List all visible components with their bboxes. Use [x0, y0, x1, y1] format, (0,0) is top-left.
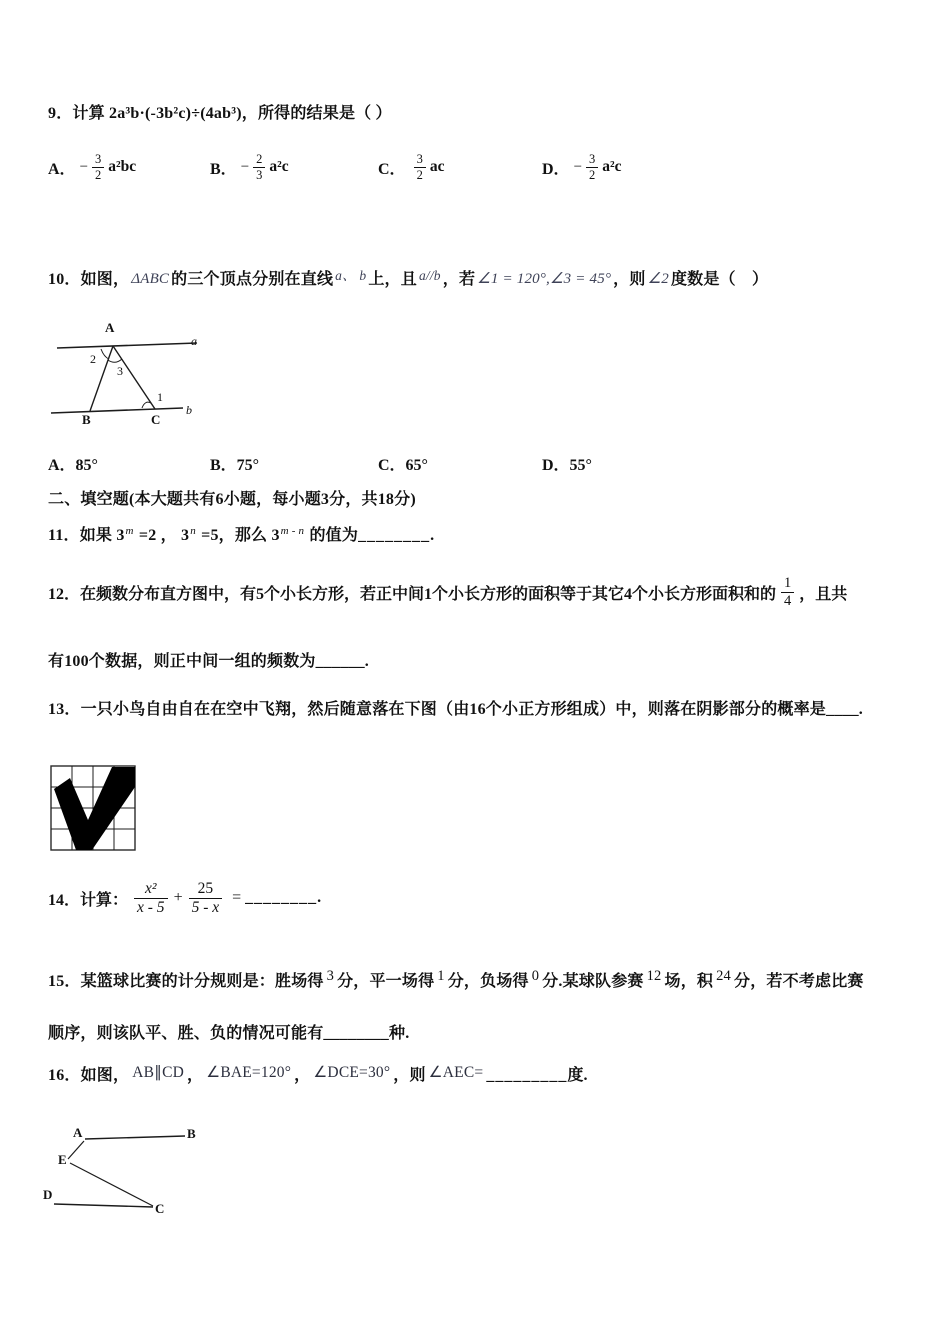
math-angle-2: ∠2 — [647, 271, 669, 287]
score-1: 1 — [437, 968, 445, 984]
fraction-numerator: 2 — [256, 152, 263, 167]
answer-blank: ________ — [245, 889, 318, 906]
stem-text: ，则 — [613, 271, 646, 288]
stem-text: 度数是（ ） — [670, 271, 769, 288]
question-9-stem: 9．计算 2a³b·(-3b²c)÷(4ab³)，所得的结果是（ ） — [48, 105, 392, 122]
question-10-options — [48, 452, 908, 476]
fraction-denominator: 2 — [414, 167, 426, 182]
question-10-figure — [45, 318, 260, 433]
math-angles: ∠1 = 120°,∠3 = 45° — [477, 271, 612, 287]
math-angle-dce: ∠DCE=30° — [313, 1064, 391, 1081]
question-13-figure — [50, 765, 136, 851]
fraction-sign: − — [79, 158, 89, 175]
q9-option-d — [542, 142, 622, 192]
question-15-line-2: 顺序，则该队平、胜、负的情况可能有________种. — [48, 1025, 410, 1042]
fraction-denominator: 5 - x — [189, 898, 223, 917]
exponent-m: m — [125, 524, 134, 537]
question-13: 13．一只小鸟自由自在在空中飞翔，然后随意落在下图（由16个小正方形组成）中，则落在阴影部分的概率是____. — [48, 701, 864, 718]
q10-option-a: A．85° — [48, 457, 98, 474]
option-term: a²bc — [108, 158, 137, 175]
option-term: a²c — [602, 158, 622, 175]
fraction-denominator: 4 — [781, 592, 794, 610]
vertex-a-label: A — [105, 320, 115, 335]
fraction-numerator: 3 — [416, 152, 423, 167]
stem-text: ，则 — [393, 1067, 426, 1084]
question-12-line-2: 有100个数据，则正中间一组的频数为______. — [48, 653, 370, 670]
q10-option-b: B．75° — [210, 457, 260, 474]
stem-text: =5，那么 3 — [196, 527, 280, 544]
stem-text: 10．如图， — [48, 271, 130, 288]
math-triangle-abc: ΔABC — [131, 271, 170, 287]
q9-option-c — [378, 142, 444, 192]
fraction-x2-over-x-minus-5 — [134, 880, 168, 917]
exponent-n: n — [190, 524, 196, 537]
angle-2-arc — [101, 349, 109, 359]
question-12-line-1 — [48, 566, 847, 618]
fraction-one-quarter — [781, 575, 794, 609]
fraction — [414, 152, 426, 182]
segment-ab — [85, 1136, 185, 1139]
equals-sign: = — [232, 889, 242, 906]
fraction-sign: − — [573, 158, 583, 175]
fraction-25-over-5-minus-x — [189, 880, 223, 917]
fraction — [253, 152, 265, 182]
vertex-c-label: C — [151, 412, 161, 427]
option-term: ac — [429, 158, 445, 175]
points-24: 24 — [716, 968, 732, 984]
option-letter: C． — [378, 160, 406, 178]
stem-text: 上，且 — [368, 271, 417, 288]
stem-text: 16．如图， — [48, 1067, 130, 1084]
question-11 — [48, 522, 435, 545]
stem-text: ， — [294, 1067, 311, 1084]
stem-text: 15．某篮球比赛的计分规则是：胜场得 — [48, 973, 324, 990]
score-3: 3 — [326, 968, 335, 984]
stem-text: 分.某球队参赛 — [542, 973, 644, 990]
q9-option-a — [48, 142, 136, 192]
option-letter: B． — [210, 160, 237, 178]
fraction-numerator: 25 — [197, 879, 214, 897]
fraction-numerator: x² — [145, 879, 157, 897]
point-c-label: C — [155, 1201, 165, 1216]
fraction — [586, 152, 598, 182]
vertex-b-label: B — [82, 412, 91, 427]
fraction-denominator: 3 — [253, 167, 265, 182]
q10-option-d: D．55° — [542, 457, 592, 474]
fraction-denominator: 2 — [586, 167, 598, 182]
fraction — [92, 152, 104, 182]
score-0: 0 — [531, 968, 540, 984]
fraction-denominator: x - 5 — [134, 898, 168, 917]
angle-1-arc — [142, 402, 151, 408]
question-15-line-1 — [48, 968, 864, 991]
fraction-numerator: 1 — [784, 574, 792, 591]
math-angle-bae: ∠BAE=120° — [206, 1064, 292, 1081]
stem-text: . — [317, 889, 322, 906]
line-b-label: b — [186, 403, 192, 417]
q10-option-c: C．65° — [378, 457, 428, 474]
fraction-numerator: 3 — [589, 152, 596, 167]
stem-text: 度. — [567, 1067, 588, 1084]
math-parallel: a//b — [418, 268, 441, 283]
plus-operator: + — [173, 889, 183, 906]
segment-dc — [54, 1204, 153, 1207]
stem-text: ， — [187, 1067, 204, 1084]
angle-3-label: 3 — [117, 364, 123, 378]
segment-ae — [68, 1141, 84, 1159]
stem-text: 分，负场得 — [447, 973, 529, 990]
fraction-denominator: 2 — [92, 167, 104, 182]
line-a — [57, 343, 197, 348]
question-9-options — [48, 142, 908, 192]
angle-1-label: 1 — [157, 390, 163, 404]
stem-text: =2 ， 3 — [134, 527, 190, 544]
option-letter: D． — [542, 160, 570, 178]
stem-text: 分，平一场得 — [337, 973, 435, 990]
stem-text: 14．计算： — [48, 891, 129, 909]
stem-text: 分，若不考虑比赛 — [734, 973, 864, 990]
stem-text: 场，积 — [664, 973, 714, 990]
question-14 — [48, 868, 321, 928]
stem-text: 的三个顶点分别在直线 — [171, 271, 334, 288]
answer-blank: ________. — [358, 527, 436, 544]
stem-text: 12．在频数分布直方图中，有5个小长方形，若正中间1个小长方形的面积等于其它4个小长方形面积和的 — [48, 585, 777, 603]
math-ab-parallel-cd: AB∥CD — [132, 1064, 185, 1081]
line-b — [51, 408, 183, 413]
point-d-label: D — [43, 1187, 53, 1202]
angle-2-label: 2 — [90, 352, 96, 366]
fraction-numerator: 3 — [95, 152, 102, 167]
answer-blank: _________ — [486, 1067, 568, 1084]
option-letter: A． — [48, 160, 76, 178]
math-lines-ab: a、 b — [335, 268, 367, 283]
question-16-figure — [40, 1122, 230, 1217]
stem-text: 的值为 — [305, 527, 359, 544]
point-b-label: B — [187, 1126, 196, 1141]
math-angle-aec: ∠AEC= — [428, 1064, 484, 1081]
section-2-header: 二、填空题(本大题共有6小题，每小题3分，共18分) — [48, 491, 416, 508]
option-term: a²c — [269, 158, 289, 175]
exponent-m-minus-n: m - n — [280, 524, 305, 537]
angle-3-arc — [108, 359, 122, 362]
point-a-label: A — [73, 1125, 83, 1140]
question-10-stem — [48, 266, 768, 289]
question-16 — [48, 1062, 588, 1085]
stem-text: ，若 — [442, 271, 476, 288]
point-e-label: E — [58, 1152, 67, 1167]
q9-option-b — [210, 142, 289, 192]
line-a-label: a — [191, 334, 197, 348]
fraction-sign: − — [240, 158, 250, 175]
segment-ec — [70, 1163, 153, 1206]
stem-text: ，且共 — [799, 585, 848, 603]
games-12: 12 — [646, 968, 662, 984]
stem-text: 11．如果 3 — [48, 527, 125, 544]
